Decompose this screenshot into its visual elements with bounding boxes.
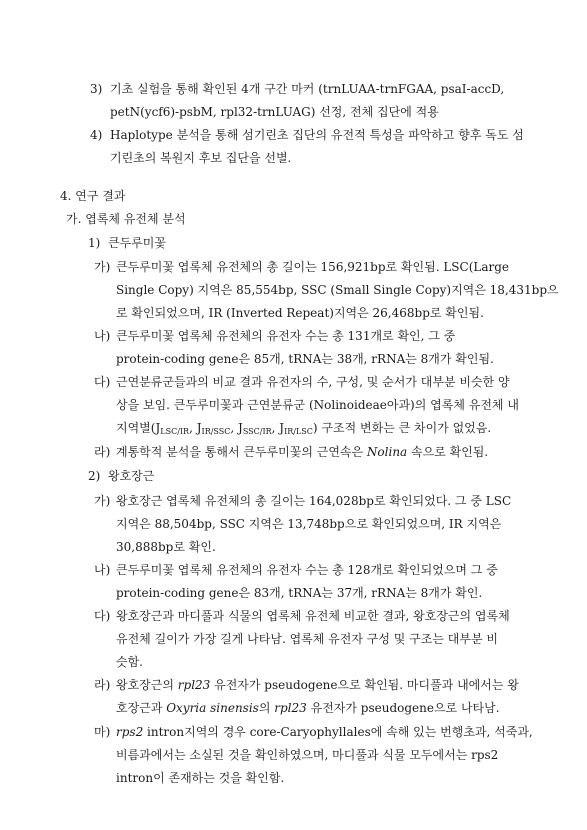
species-heading — [0, 235, 587, 251]
gene-name: rpl23 — [177, 678, 211, 692]
junction-ir-ssc: $J_{IR/SSC}$ — [196, 421, 231, 436]
gene-name: rps2 — [116, 725, 144, 739]
result-item-line — [0, 539, 587, 555]
result-item-line — [0, 397, 587, 413]
item-text: petN(ycf6)-psbM, rpl32-trnLUAG) 선정, 전체 집단에 적용 — [110, 105, 439, 119]
result-item-line: 마) rps2 intron지역의 경우 core-Caryophyllales에 속해 있는 번행초과, 석죽과, — [94, 725, 533, 739]
item-text: 근연분류군들과의 비교 결과 유전자의 수, 구성, 및 순서가 대부분 비슷한 양 — [116, 375, 510, 389]
item-text: 왕호장근 엽록체 유전체의 총 길이는 164,028bp로 확인되었다. 그 중 LSC — [116, 494, 512, 508]
item-label: 3) — [90, 82, 103, 96]
species-name: 큰두루미꽃 — [108, 236, 166, 250]
result-item-line: 라) 계통학적 분석을 통해서 큰두루미꽃의 근연속은 Nolina 속으로 확인됨. — [94, 445, 489, 459]
result-item-line — [0, 631, 587, 647]
result-item-line: 호장근과 Oxyria sinensis의 rpl23 유전자가 pseudogene으로 나타남. — [116, 701, 500, 715]
result-item-line — [0, 259, 587, 275]
item-text: 기린초의 복원지 후보 집단을 선별. — [110, 151, 292, 165]
item-text: 왕호장근과 마디풀과 식물의 엽록체 유전체 비교한 결과, 왕호장근의 엽록체 — [116, 609, 510, 623]
item-text: 30,888bp로 확인. — [116, 540, 216, 554]
item-text: protein-coding gene은 83개, tRNA는 37개, rRNA는 8개가 확인. — [116, 586, 483, 600]
junction-prefix: 지역별( — [116, 421, 156, 435]
item-text: 큰두루미꽃 엽록체 유전체의 유전자 수는 총 128개로 확인되었으며 그 중 — [116, 563, 498, 577]
result-item-line — [0, 770, 587, 786]
item-label: 마) — [94, 725, 111, 739]
item-label: 라) — [94, 678, 111, 692]
junction-lsc-ir: $J_{LSC/IR}$ — [155, 421, 190, 436]
result-item-line — [0, 493, 587, 509]
item-text: intron이 존재하는 것을 확인함. — [116, 771, 285, 785]
item-label: 다) — [94, 375, 111, 389]
section-heading: 4. 연구 결과 — [60, 189, 126, 203]
junction-suffix: ) 구조적 변화는 큰 차이가 없었음. — [312, 421, 492, 435]
result-item-line — [0, 374, 587, 390]
item-text: 큰두루미꽃 엽록체 유전체의 유전자 수는 총 131개로 확인, 그 중 — [116, 329, 456, 343]
item-label: 나) — [94, 329, 111, 343]
item-text: Haplotype 분석을 통해 섬기린초 집단의 유전적 특성을 파악하고 향후 독도 섬 — [110, 128, 524, 142]
junction-ir-lsc: $J_{IR/LSC}$ — [279, 421, 313, 436]
result-item-line — [0, 328, 587, 344]
method-item-3-line-1 — [0, 81, 587, 97]
junction-line: 지역별($J_{LSC/IR}$, $J_{IR/SSC}$, $J_{SSC/IR}$, $J_{IR/LSC}$) 구조적 변화는 큰 차이가 없었음. — [116, 421, 492, 436]
species-label: 1) — [88, 236, 101, 250]
item-text: 유전체 길이가 가장 길게 나타남. 엽록체 유전자 구성 및 구조는 대부분 비 — [116, 632, 498, 646]
item-text: 기초 실험을 통해 확인된 4개 구간 마커 (trnLUAA-trnFGAA, psaI-accD, — [110, 82, 505, 96]
item-text: protein-coding gene은 85개, tRNA는 38개, rRNA는 8개가 확인됨. — [116, 352, 494, 366]
result-item-line — [0, 282, 587, 298]
method-item-4-line-2 — [0, 150, 587, 166]
item-text: 큰두루미꽃 엽록체 유전체의 총 길이는 156,921bp로 확인됨. LSC(Large — [116, 260, 510, 274]
item-text: Single Copy) 지역은 85,554bp, SSC (Small Single Copy)지역은 18,431bp으 — [116, 283, 559, 297]
item-label: 다) — [94, 609, 111, 623]
result-item-line — [0, 562, 587, 578]
result-item-line: 라) 왕호장근의 rpl23 유전자가 pseudogene으로 확인됨. 마디풀과 내에서는 왕 — [94, 678, 519, 692]
result-item-line — [0, 585, 587, 601]
result-item-line — [0, 351, 587, 367]
species-label: 2) — [88, 469, 101, 483]
item-text: 지역은 88,504bp, SSC 지역은 13,748bp으로 확인되었으며, IR 지역은 — [116, 517, 502, 531]
item-label: 나) — [94, 563, 111, 577]
genus-name: Nolina — [366, 445, 408, 459]
species-binomial: Oxyria sinensis — [166, 701, 259, 715]
result-item-line — [0, 654, 587, 670]
item-label: 4) — [90, 128, 103, 142]
method-item-3-line-2 — [0, 104, 587, 120]
item-label: 라) — [94, 445, 111, 459]
result-item-line — [0, 747, 587, 763]
species-heading — [0, 468, 587, 484]
species-name: 왕호장근 — [108, 469, 155, 483]
item-text: 로 확인되었으며, IR (Inverted Repeat)지역은 26,468bp로 확인됨. — [116, 306, 484, 320]
result-item-line — [0, 608, 587, 624]
item-text: 상을 보임. 큰두루미꽃과 근연분류군 (Nolinoideae아과)의 엽록체 유전체 내 — [116, 398, 519, 412]
gene-name: rpl23 — [274, 701, 307, 715]
result-item-line — [0, 305, 587, 321]
sub-heading: 가. 엽록체 유전체 분석 — [66, 212, 186, 226]
item-text: 비름과에서는 소실된 것을 확인하였으며, 마디풀과 식물 모두에서는 rps2 — [116, 748, 499, 762]
item-text: 슷함. — [116, 655, 143, 669]
method-item-4-line-1 — [0, 127, 587, 143]
junction-ssc-ir: $J_{SSC/IR}$ — [238, 421, 272, 436]
item-label: 가) — [94, 260, 111, 274]
item-label: 가) — [94, 494, 111, 508]
result-item-line — [0, 516, 587, 532]
